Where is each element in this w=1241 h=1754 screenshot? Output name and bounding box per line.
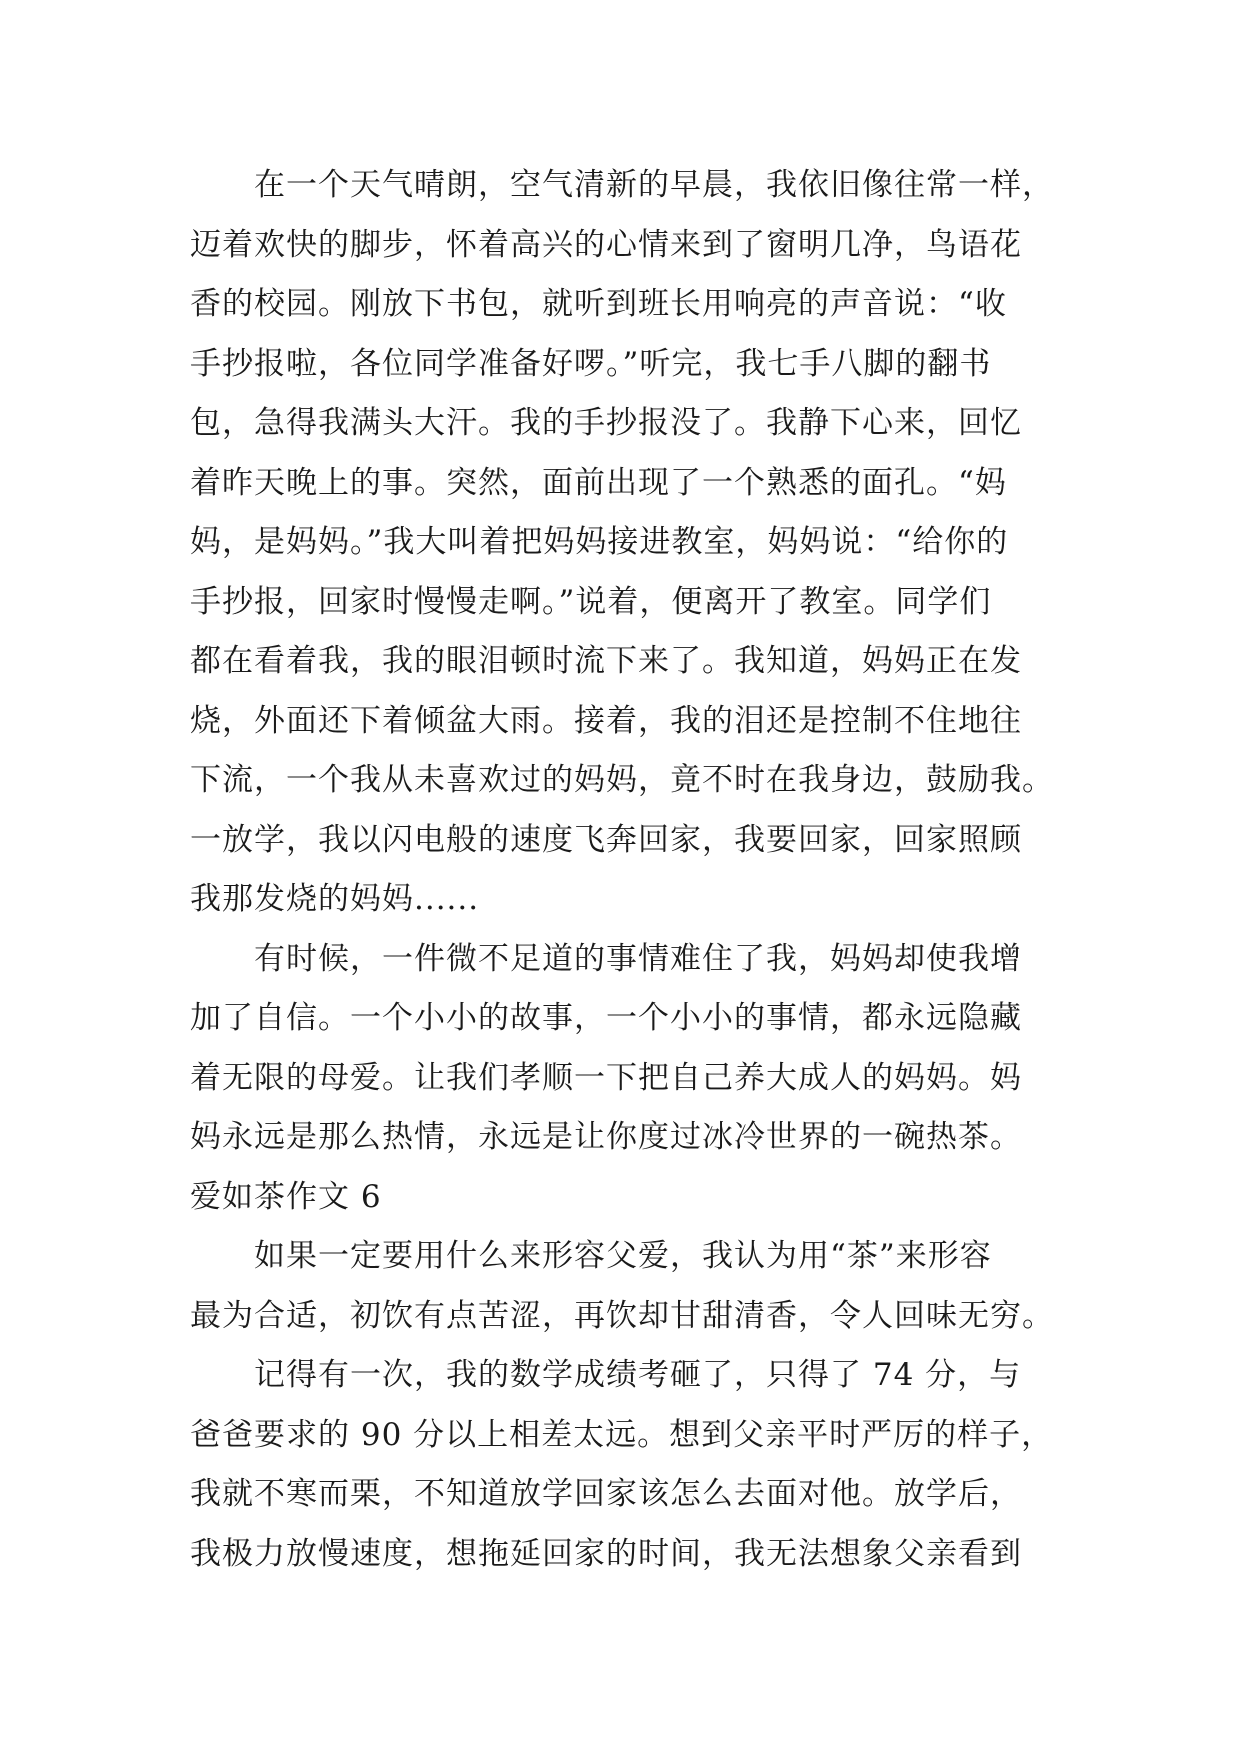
text-line: 爱如茶作文 6 bbox=[190, 1178, 382, 1215]
paragraph-first-line: 在一个天气晴朗，空气清新的早晨，我依旧像往常一样， bbox=[254, 167, 1054, 203]
text-line: 迈着欢快的脚步，怀着高兴的心情来到了窗明几净，鸟语花 bbox=[190, 226, 1022, 263]
text-line: 妈永远是那么热情，永远是让你度过冰冷世界的一碗热茶。 bbox=[190, 1119, 1022, 1155]
text-line: 下流，一个我从未喜欢过的妈妈，竟不时在我身边，鼓励我。 bbox=[190, 762, 1054, 798]
paragraph-first-line: 记得有一次，我的数学成绩考砸了，只得了 74 分，与 bbox=[254, 1357, 1022, 1393]
text-line: 最为合适，初饮有点苦涩，再饮却甘甜清香，令人回味无穷。 bbox=[190, 1297, 1054, 1334]
text-line: 爸爸要求的 90 分以上相差太远。想到父亲平时严厉的样子， bbox=[190, 1416, 1054, 1453]
text-line: 都在看着我，我的眼泪顿时流下来了。我知道，妈妈正在发 bbox=[190, 643, 1022, 679]
text-line: 手抄报啦，各位同学准备好啰。”听完，我七手八脚的翻书 bbox=[190, 345, 992, 382]
text-line: 着无限的母爱。让我们孝顺一下把自己养大成人的妈妈。妈 bbox=[190, 1059, 1022, 1096]
text-line: 着昨天晚上的事。突然，面前出现了一个熟悉的面孔。“妈 bbox=[190, 464, 1007, 501]
text-line: 一放学，我以闪电般的速度飞奔回家，我要回家，回家照顾 bbox=[190, 821, 1022, 858]
paragraph-first-line: 有时候，一件微不足道的事情难住了我，妈妈却使我增 bbox=[254, 940, 1022, 977]
text-line: 我极力放慢速度，想拖延回家的时间，我无法想象父亲看到 bbox=[190, 1535, 1022, 1572]
text-line: 妈，是妈妈。”我大叫着把妈妈接进教室，妈妈说：“给你的 bbox=[190, 524, 1009, 560]
text-line: 手抄报，回家时慢慢走啊。”说着，便离开了教室。同学们 bbox=[190, 583, 992, 620]
text-line: 加了自信。一个小小的故事，一个小小的事情，都永远隐藏 bbox=[190, 1000, 1022, 1036]
document-body bbox=[190, 156, 1055, 1584]
paragraph-first-line: 如果一定要用什么来形容父爱，我认为用“茶”来形容 bbox=[254, 1238, 992, 1274]
text-line: 香的校园。刚放下书包，就听到班长用响亮的声音说：“收 bbox=[190, 286, 1007, 322]
text-line: 我那发烧的妈妈...... bbox=[190, 881, 480, 917]
text-line: 包，急得我满头大汗。我的手抄报没了。我静下心来，回忆 bbox=[190, 405, 1022, 441]
text-line: 烧，外面还下着倾盆大雨。接着，我的泪还是控制不住地往 bbox=[190, 702, 1022, 739]
text-line: 我就不寒而栗，不知道放学回家该怎么去面对他。放学后， bbox=[190, 1476, 1022, 1512]
